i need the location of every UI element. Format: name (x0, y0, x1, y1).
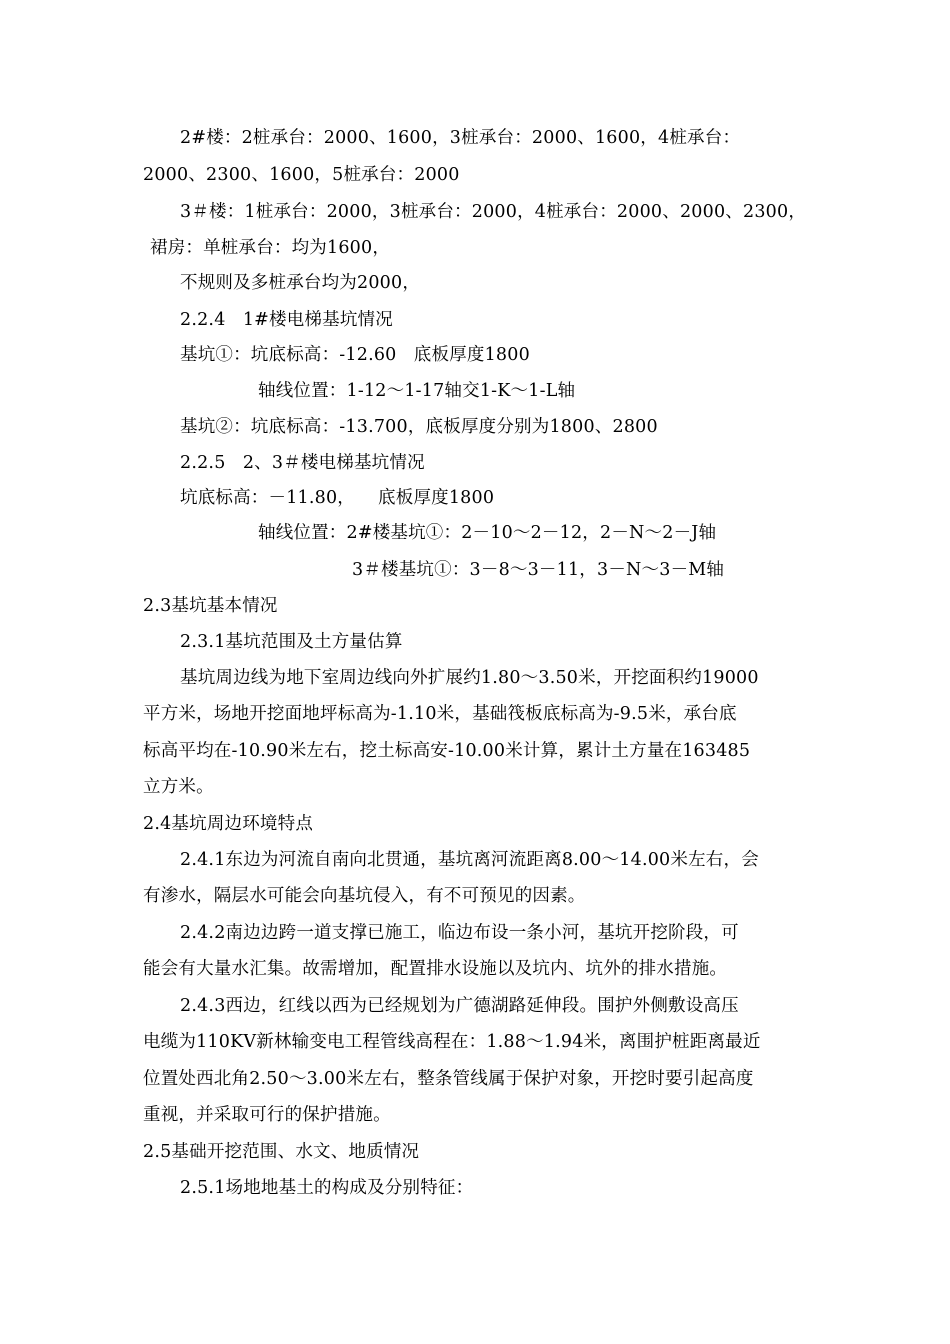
section-heading-2-4: 2.4基坑周边环境特点 (143, 814, 314, 834)
paragraph-line: 基坑周边线为地下室周边线向外扩展约1.80～3.50米，开挖面积约19000 (180, 668, 759, 688)
paragraph-line: 立方米。 (143, 777, 214, 797)
text-line-pit-elevation-2-3: 坑底标高：－11.80， 底板厚度1800 (180, 488, 495, 508)
paragraph-line: 位置处西北角2.50～3.00米左右，整条管线属于保护对象，开挖时要引起高度 (143, 1069, 754, 1089)
section-heading-2-3: 2.3基坑基本情况 (143, 596, 278, 616)
text-line-axis-building-2: 轴线位置：2#楼基坑①：2－10～2－12，2－N～2－J轴 (258, 523, 717, 543)
paragraph-line: 重视，并采取可行的保护措施。 (143, 1105, 391, 1125)
paragraph-line: 2.4.2南边边跨一道支撑已施工，临边布设一条小河，基坑开挖阶段，可 (180, 923, 739, 943)
section-heading-2-2-5: 2.2.5 2、3＃楼电梯基坑情况 (180, 453, 425, 473)
text-line-pile-cap-building-2-cont: 2000、2300、1600，5桩承台：2000 (143, 165, 460, 185)
paragraph-line: 标高平均在-10.90米左右，挖土标高安-10.00米计算，累计土方量在163485 (143, 741, 751, 761)
text-line-irregular-pile-cap: 不规则及多桩承台均为2000， (180, 273, 421, 293)
text-line-pile-cap-building-2: 2#楼：2桩承台：2000、1600，3桩承台：2000、1600，4桩承台： (180, 128, 741, 148)
section-heading-2-5-1: 2.5.1场地地基土的构成及分别特征： (180, 1178, 474, 1198)
paragraph-line: 2.4.1东边为河流自南向北贯通，基坑离河流距离8.00～14.00米左右，会 (180, 850, 759, 870)
text-line-pit-1-elevation: 基坑①：坑底标高：-12.60 底板厚度1800 (180, 345, 530, 365)
text-line-pile-cap-building-3: 3＃楼：1桩承台：2000，3桩承台：2000，4桩承台：2000、2000、2300， (180, 202, 807, 222)
text-line-pit-2-elevation: 基坑②：坑底标高：-13.700，底板厚度分别为1800、2800 (180, 417, 658, 437)
paragraph-line: 电缆为110KV新林输变电工程管线高程在：1.88～1.94米，离围护桩距离最近 (143, 1032, 761, 1052)
section-heading-2-2-4: 2.2.4 1#楼电梯基坑情况 (180, 310, 393, 330)
text-line-podium-pile-cap: 裙房：单桩承台：均为1600， (150, 238, 391, 258)
paragraph-line: 平方米，场地开挖面地坪标高为-1.10米，基础筏板底标高为-9.5米，承台底 (143, 704, 737, 724)
paragraph-line: 有渗水，隔层水可能会向基坑侵入，有不可预见的因素。 (143, 886, 586, 906)
section-heading-2-5: 2.5基础开挖范围、水文、地质情况 (143, 1142, 420, 1162)
paragraph-line: 能会有大量水汇集。故需增加，配置排水设施以及坑内、坑外的排水措施。 (143, 959, 728, 979)
text-line-pit-1-axis: 轴线位置：1-12～1-17轴交1-K～1-L轴 (258, 381, 576, 401)
paragraph-line: 2.4.3西边，红线以西为已经规划为广德湖路延伸段。围护外侧敷设高压 (180, 996, 739, 1016)
text-line-axis-building-3: 3＃楼基坑①：3－8～3－11，3－N～3－M轴 (352, 560, 725, 580)
section-heading-2-3-1: 2.3.1基坑范围及土方量估算 (180, 632, 403, 652)
